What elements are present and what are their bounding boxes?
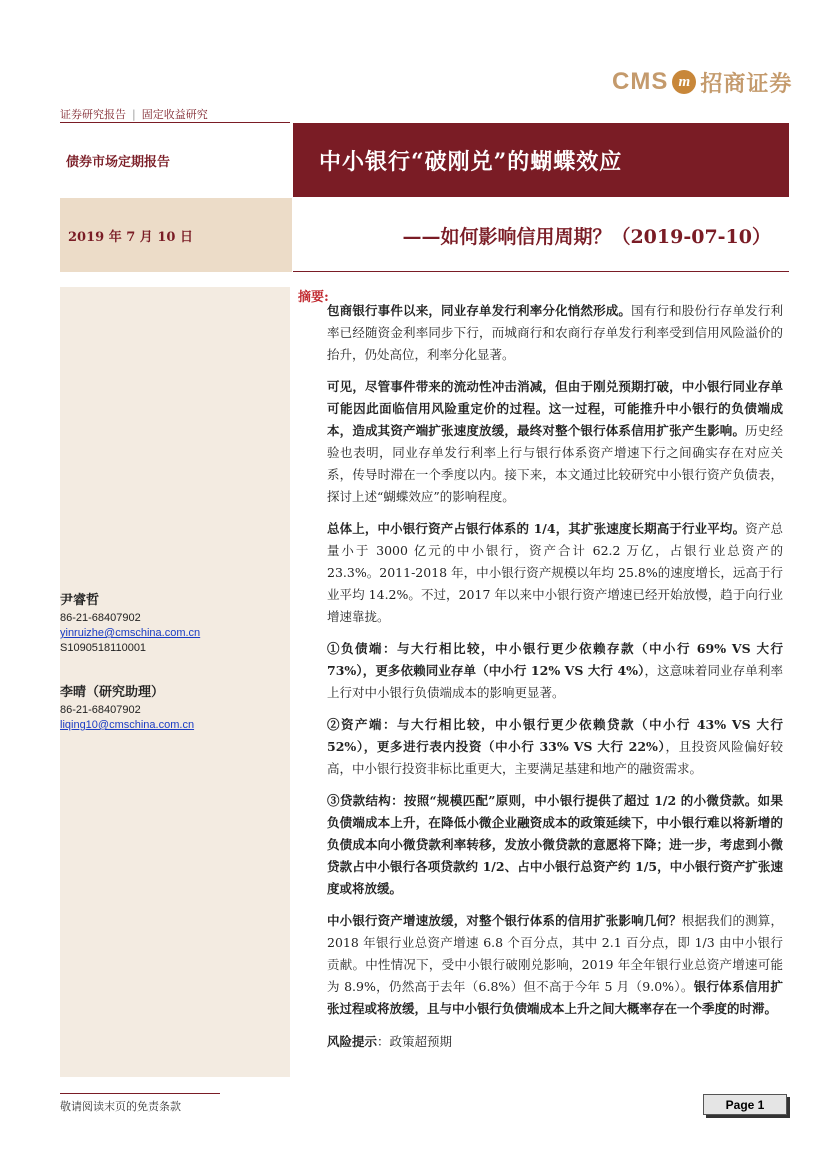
paragraph-lead: 中小银行资产增速放缓，对整个银行体系的信用扩张影响几何？ — [327, 913, 682, 928]
risk-label: 风险提示 — [327, 1034, 378, 1049]
logo-mark-icon: m — [672, 70, 696, 94]
paragraph — [327, 790, 783, 900]
paragraph — [327, 300, 783, 366]
risk-text: ：政策超预期 — [377, 1034, 453, 1049]
subtitle-divider — [293, 271, 789, 272]
analyst-card — [60, 685, 194, 733]
report-category-label: 债券市场定期报告 — [66, 154, 171, 170]
paragraph-lead: 总体上，中小银行资产占银行体系的 1/4，其扩张速度长期高于行业平均。 — [327, 521, 746, 536]
paragraph-lead: ③贷款结构：按照“规模匹配”原则，中小银行提供了超过 1/2 的小微贷款。如果负债端成本上升，在降低小微企业融资成本的政策延续下，中小银行难以将新增的负债成本向小微贷款利率转移，发放小微贷款的意愿将下降；进一步，考虑到小微贷款占中小银行各项贷款约 1/2、占中小银行总资产约 1/5，中小银行资产扩张速度或将放缓。 — [327, 793, 783, 896]
analyst-phone: 86-21-68407902 — [60, 704, 141, 716]
analyst-card — [60, 593, 200, 656]
logo-chinese: 招商证券 — [700, 70, 793, 97]
report-title: 中小银行“破刚兑”的蝴蝶效应 — [319, 148, 623, 175]
paragraph — [327, 910, 783, 1020]
breadcrumb-separator: | — [132, 107, 136, 121]
paragraph — [327, 638, 783, 704]
paragraph-lead: ②资产端：与大行相比较，中小银行更少依赖贷款（中小行 43% VS 大行 52%），更多进行表内投资（中小行 33% VS 大行 22%） — [327, 717, 783, 754]
paragraph-text: 国有行和股份行存单发行利率已经随资金利率同步下行，而城商行和农商行存单发行利率受到信用风险溢价的抬升，仍处高位，利率分化显著。 — [327, 303, 783, 362]
paragraph-text: ，且投资风险偏好较高，中小银行投资非标比重更大，主要满足基建和地产的融资需求。 — [327, 739, 783, 776]
sidebar — [60, 287, 290, 1077]
paragraph-lead: 包商银行事件以来，同业存单发行利率分化悄然形成。 — [327, 303, 632, 318]
report-date: 2019 年 7 月 10 日 — [68, 229, 193, 245]
title-banner — [293, 123, 789, 197]
report-subtitle: ——如何影响信用周期？（2019-07-10） — [402, 225, 771, 248]
paragraph — [327, 518, 783, 628]
page-number: Page 1 — [703, 1094, 787, 1115]
company-logo — [612, 64, 792, 100]
analyst-phone: 86-21-68407902 — [60, 612, 141, 624]
paragraph-lead: 可见，尽管事件带来的流动性冲击消减，但由于刚兑预期打破，中小银行同业存单可能因此面临信用风险重定价的过程。这一过程，可能推升中小银行的负债端成本，造成其资产端扩张速度放缓，最终对整个银行体系信用扩张产生影响。 — [327, 379, 783, 438]
report-date-box — [60, 198, 292, 272]
summary-label: 摘要: — [298, 290, 329, 305]
report-category — [60, 123, 292, 197]
footer-disclaimer: 敬请阅读末页的免责条款 — [60, 1100, 181, 1113]
paragraph-lead: ①负债端：与大行相比较，中小银行更少依赖存款（中小行 69% VS 大行 73%），更多依赖同业存单（中小行 12% VS 大行 4%） — [327, 641, 783, 678]
paragraph-text: 历史经验也表明，同业存单发行利率上行与银行体系资产增速下行之间确实存在对应关系，传导时滞在一个季度以内。接下来，本文通过比较研究中小银行资产负债表，探讨上述“蝴蝶效应”的影响程度。 — [327, 423, 783, 504]
paragraph-text: 根据我们的测算，2018 年银行业总资产增速 6.8 个百分点，其中 2.1 百分点，即 1/3 由中小银行贡献。中性情况下，受中小银行破刚兑影响，2019 年全年银行业总资产增速可能为 8.9%，仍然高于去年（6.8%）但不高于今年 5 月（9.0%）。 — [327, 913, 783, 994]
footer-divider — [60, 1093, 220, 1094]
subtitle-box — [293, 198, 789, 272]
paragraph-text: ，这意味着同业存单利率上行对中小银行负债端成本的影响更显著。 — [327, 663, 783, 700]
paragraph-conclusion: 银行体系信用扩张过程或将放缓，且与中小银行负债端成本上升之间大概率存在一个季度的时滞。 — [327, 979, 783, 1016]
summary-body — [327, 300, 783, 1030]
logo-latin: CMS — [612, 68, 669, 95]
analyst-email-link[interactable]: liqing10@cmschina.com.cn — [60, 719, 195, 731]
breadcrumb — [60, 106, 208, 122]
paragraph — [327, 376, 783, 508]
paragraph-text: 资产总量小于 3000 亿元的中小银行，资产合计 62.2 万亿，占银行业总资产的 23.3%。2011-2018 年，中小银行资产规模以年均 25.8%的速度增长，远高于行业平均 14.2%。不过，2017 年以来中小银行资产增速已经开始放慢，趋于向行业增速靠拢。 — [327, 521, 783, 624]
analyst-name: 李晴（研究助理） — [60, 685, 165, 700]
analyst-email-link[interactable]: yinruizhe@cmschina.com.cn — [60, 627, 201, 639]
paragraph — [327, 714, 783, 780]
analyst-cert: S1090518110001 — [60, 642, 147, 654]
risk-note — [327, 1032, 452, 1050]
breadcrumb-report-type: 证券研究报告 — [60, 108, 126, 121]
analyst-name: 尹睿哲 — [60, 593, 100, 608]
breadcrumb-research-area: 固定收益研究 — [141, 108, 208, 121]
